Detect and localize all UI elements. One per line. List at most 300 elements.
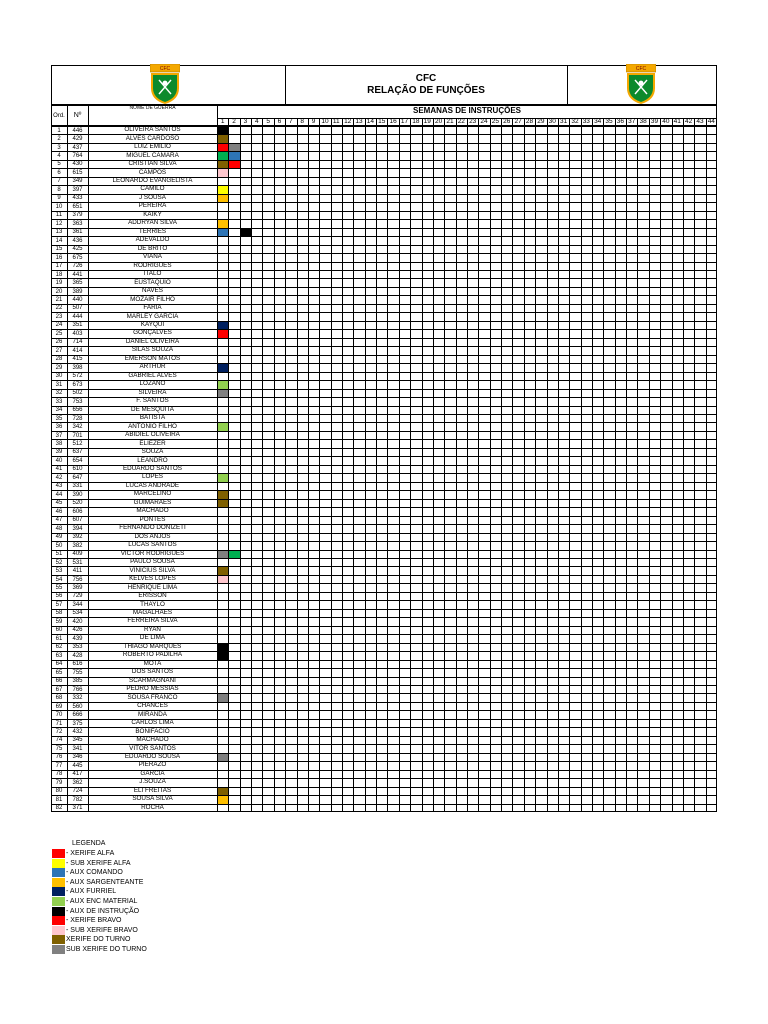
row-number: 409 (72, 551, 83, 558)
row-number: 397 (72, 186, 83, 193)
row-name: SOUZA (141, 448, 164, 456)
row-name: SILVEIRA (138, 388, 167, 396)
week-column-divider (683, 126, 684, 812)
legend-label: - AUX ENC MATERIAL (66, 898, 138, 905)
row-number: 439 (72, 635, 83, 642)
week-header-divider (353, 118, 354, 126)
week-header-divider (626, 118, 627, 126)
row-name: GUIMARAES (133, 498, 172, 506)
week-header-divider (297, 118, 298, 126)
row-name: CRISTIAN SILVA (128, 160, 177, 168)
row-number: 755 (72, 669, 83, 676)
row-ord: 34 (55, 407, 63, 414)
row-name: ADDRYAN SILVA (128, 219, 177, 227)
row-number: 560 (72, 703, 83, 710)
row-ord: 25 (55, 330, 63, 337)
week-header-divider (228, 118, 229, 126)
row-name: MIRANDA (137, 710, 168, 718)
row-name: OLIVEIRA SANTOS (124, 126, 181, 134)
row-name: ARTHUR (139, 363, 166, 371)
row-ord: 62 (55, 644, 63, 651)
week-number: 41 (673, 118, 681, 125)
row-number: 610 (72, 466, 83, 473)
week-column-divider (569, 126, 570, 812)
row-number: 606 (72, 508, 83, 515)
row-name: GONÇALVES (133, 329, 172, 337)
week-column-divider (672, 126, 673, 812)
row-number: 420 (72, 618, 83, 625)
week-column-divider (376, 126, 377, 812)
row-ord: 79 (55, 779, 63, 786)
row-name: KAIKY (143, 210, 162, 218)
row-number: 389 (72, 288, 83, 295)
function-mark (218, 186, 228, 193)
row-ord: 28 (55, 356, 63, 363)
col-header-num: Nº (73, 112, 82, 119)
week-number: 7 (289, 118, 293, 125)
week-column-divider (285, 126, 286, 812)
row-name: ELI FREITAS (133, 786, 172, 794)
row-number: 637 (72, 449, 83, 456)
row-number: 394 (72, 525, 83, 532)
row-number: 362 (72, 779, 83, 786)
title-line-2: RELAÇÃO DE FUNÇÕES (367, 85, 485, 96)
week-number: 11 (332, 118, 340, 125)
legend-swatch (52, 897, 65, 906)
week-header-divider (547, 118, 548, 126)
function-mark (218, 330, 228, 337)
row-ord: 55 (55, 584, 63, 591)
row-number: 502 (72, 390, 83, 397)
week-column-divider (706, 126, 707, 812)
week-number: 15 (378, 118, 386, 125)
week-number: 32 (571, 118, 579, 125)
row-name: PEREIRA (138, 202, 167, 210)
row-number: 398 (72, 364, 83, 371)
header-divider-left (285, 65, 286, 105)
row-number: 436 (72, 237, 83, 244)
week-number: 30 (548, 118, 556, 125)
row-ord: 17 (55, 263, 63, 270)
week-number: 33 (582, 118, 590, 125)
function-mark (218, 754, 228, 761)
row-name: NAVES (142, 287, 163, 295)
row-ord: 68 (55, 695, 63, 702)
function-mark (218, 652, 228, 659)
row-ord: 15 (55, 246, 63, 253)
row-ord: 70 (55, 712, 63, 719)
legend-swatch (52, 926, 65, 935)
legend-swatch (52, 868, 65, 877)
row-ord: 58 (55, 610, 63, 617)
week-number: 35 (605, 118, 613, 125)
week-number: 34 (594, 118, 602, 125)
week-number: 10 (321, 118, 329, 125)
legend-swatch (52, 916, 65, 925)
week-column-divider (512, 126, 513, 812)
row-ord: 5 (57, 161, 61, 168)
function-mark (218, 152, 228, 159)
week-column-divider (615, 126, 616, 812)
row-number: 365 (72, 280, 83, 287)
row-name: DE MESQUITA (131, 405, 174, 413)
row-name: ITALO (143, 270, 162, 278)
row-number: 363 (72, 220, 83, 227)
week-column-divider (558, 126, 559, 812)
right-emblem-icon (626, 64, 656, 104)
function-mark (218, 220, 228, 227)
week-header-divider (649, 118, 650, 126)
row-ord: 72 (55, 728, 63, 735)
row-number: 572 (72, 373, 83, 380)
row-number: 385 (72, 678, 83, 685)
week-header-divider (240, 118, 241, 126)
row-number: 332 (72, 695, 83, 702)
week-column-divider (399, 126, 400, 812)
week-column-divider (365, 126, 366, 812)
row-number: 417 (72, 771, 83, 778)
row-name: MACHADO (136, 507, 169, 515)
row-name: KAYQUI (140, 321, 165, 328)
row-ord: 19 (55, 280, 63, 287)
row-ord: 30 (55, 373, 63, 380)
row-ord: 63 (55, 652, 63, 659)
row-number: 673 (72, 381, 83, 388)
week-column-divider (262, 126, 263, 812)
week-header-divider (410, 118, 411, 126)
function-mark (218, 229, 228, 236)
row-name: LEANDRO (137, 456, 168, 464)
row-name: PIERAZO (138, 761, 167, 769)
row-name: J.SOUZA (139, 778, 166, 786)
week-column-divider (660, 126, 661, 812)
row-name: CAMILO (140, 185, 165, 193)
row-number: 346 (72, 754, 83, 761)
row-ord: 23 (55, 313, 63, 320)
row-name: EUSTAQUIO (134, 278, 171, 286)
row-ord: 56 (55, 593, 63, 600)
legend-swatch (52, 887, 65, 896)
row-number: 654 (72, 457, 83, 464)
week-number: 14 (366, 118, 375, 125)
week-column-divider (274, 126, 275, 812)
row-name: GABRIEL ALVES (128, 371, 177, 379)
row-ord: 11 (55, 212, 63, 219)
week-header-divider (274, 118, 275, 126)
row-ord: 9 (57, 195, 61, 202)
week-number: 43 (696, 118, 704, 125)
row-number: 766 (72, 686, 83, 693)
week-column-divider (433, 126, 434, 812)
row-ord: 40 (55, 457, 63, 464)
row-name: THIAGO MARQUES (123, 642, 182, 650)
row-name: LOPES (142, 473, 163, 481)
row-number: 345 (72, 737, 83, 744)
week-number: 9 (311, 118, 316, 125)
function-mark (218, 161, 228, 168)
function-mark (218, 322, 228, 329)
row-name: EDUARDO SOUSA (124, 752, 181, 760)
week-number: 22 (457, 118, 465, 125)
row-name: DE LIMA (139, 634, 166, 642)
row-number: 403 (72, 330, 83, 337)
row-name: LUCAS SANTOS (128, 541, 177, 549)
row-number: 341 (72, 745, 83, 752)
week-column-divider (490, 126, 491, 812)
function-mark (229, 144, 239, 151)
week-number: 37 (628, 118, 636, 125)
row-ord: 10 (55, 203, 63, 210)
week-column-divider (251, 126, 252, 812)
row-number: 701 (72, 432, 83, 439)
week-number: 31 (559, 118, 568, 125)
week-number: 36 (616, 118, 625, 125)
row-ord: 35 (55, 415, 63, 422)
row-ord: 29 (55, 364, 63, 371)
week-number: 38 (639, 118, 647, 125)
week-header-divider (524, 118, 525, 126)
week-header-divider (262, 118, 263, 126)
row-ord: 18 (55, 271, 63, 278)
week-number: 26 (503, 118, 511, 125)
week-column-divider (387, 126, 388, 812)
row-name: DOS SANTOS (131, 668, 174, 676)
row-ord: 12 (55, 220, 63, 227)
week-column-divider (501, 126, 502, 812)
row-ord: 2 (57, 136, 61, 143)
row-number: 615 (72, 169, 83, 176)
row-ord: 33 (55, 398, 63, 405)
row-ord: 47 (55, 517, 63, 524)
row-ord: 24 (55, 322, 63, 329)
row-ord: 38 (55, 440, 63, 447)
col-header-name: NOME DE GUERRA (129, 105, 176, 111)
week-column-divider (478, 126, 479, 812)
row-ord: 49 (55, 534, 63, 541)
week-column-divider (649, 126, 650, 812)
row-ord: 4 (57, 153, 61, 159)
week-column-divider (535, 126, 536, 812)
row-number: 520 (72, 500, 83, 507)
row-ord: 54 (55, 576, 63, 583)
row-ord: 80 (55, 788, 63, 795)
weeks-title: SEMANAS DE INSTRUÇÕES (412, 106, 521, 115)
row-name: ROCHA (141, 803, 164, 811)
week-header-divider (512, 118, 513, 126)
week-header-divider (569, 118, 570, 126)
week-header-divider (672, 118, 673, 126)
row-name: LOZANO (139, 380, 166, 388)
week-header-divider (331, 118, 332, 126)
row-name: MOZAIR FILHO (130, 295, 175, 303)
week-header-divider (592, 118, 593, 126)
week-header-divider (422, 118, 423, 126)
row-number: 371 (72, 805, 83, 812)
week-column-divider (297, 126, 298, 812)
row-ord: 61 (55, 635, 63, 642)
row-name: MARLEY GARCIA (126, 312, 179, 320)
row-number: 344 (72, 601, 83, 608)
legend-swatch (52, 859, 65, 868)
row-ord: 8 (57, 186, 61, 193)
week-header-divider (683, 118, 684, 126)
row-name: VINICIUS SILVA (129, 566, 176, 574)
row-ord: 13 (55, 229, 63, 236)
row-name: HENRIQUE LIMA (127, 583, 178, 591)
row-ord: 3 (57, 144, 61, 151)
row-ord: 14 (55, 237, 63, 244)
row-number: 441 (72, 271, 83, 278)
legend-label: - AUX SARGENTEANTE (66, 878, 144, 886)
week-number: 40 (662, 118, 670, 125)
row-ord: 57 (55, 601, 63, 608)
row-number: 675 (72, 254, 83, 261)
week-column-divider (456, 126, 457, 812)
row-name: MIGUEL CAMARA (126, 151, 179, 159)
row-number: 331 (72, 483, 83, 490)
left-emblem-icon (150, 64, 180, 104)
row-ord: 77 (55, 762, 63, 769)
col-header-ord: Ord. (53, 113, 65, 119)
week-header-divider (285, 118, 286, 126)
function-mark (218, 381, 228, 388)
week-number: 16 (389, 118, 397, 125)
legend-title: LEGENDA (72, 840, 106, 847)
week-header-divider (706, 118, 707, 126)
row-name: DOS ANJOS (134, 532, 171, 540)
row-name: DANIEL OLIVEIRA (125, 337, 180, 345)
week-column-divider (592, 126, 593, 812)
legend-label: - XERIFE ALFA (66, 850, 115, 857)
row-ord: 65 (55, 669, 63, 676)
legend-swatch (52, 945, 65, 954)
row-name: MOTA (143, 659, 162, 667)
function-mark (218, 694, 228, 701)
week-header-divider (615, 118, 616, 126)
row-ord: 74 (55, 737, 63, 744)
row-ord: 6 (57, 169, 61, 176)
row-name: VITOR SANTOS (129, 744, 176, 752)
row-number: 616 (72, 661, 83, 668)
week-number: 21 (446, 118, 454, 125)
week-column-divider (444, 126, 445, 812)
row-name: KELVES LOPES (129, 575, 176, 583)
row-ord: 78 (55, 771, 63, 778)
week-number: 29 (537, 118, 545, 125)
row-number: 353 (72, 644, 83, 651)
week-column-divider (228, 126, 229, 812)
week-number: 17 (400, 118, 409, 125)
row-name: GARCIA (140, 769, 165, 777)
week-number: 13 (355, 118, 363, 125)
week-header-divider (365, 118, 366, 126)
legend-label: - SUB XERIFE BRAVO (66, 926, 138, 934)
row-ord: 66 (55, 678, 63, 685)
week-column-divider (308, 126, 309, 812)
row-ord: 51 (55, 551, 63, 558)
row-number: 369 (72, 584, 83, 591)
week-number: 5 (266, 118, 270, 125)
row-ord: 32 (55, 390, 63, 397)
row-number: 444 (72, 313, 83, 320)
row-number: 382 (72, 542, 83, 549)
week-number: 19 (423, 118, 431, 125)
row-name: EMERSON MATOS (124, 354, 181, 362)
right-emblem-text: CFC (635, 66, 647, 72)
week-header-divider (637, 118, 638, 126)
row-name: FERNANDO DONIZETI (119, 524, 186, 532)
row-name: SOUSA FRANCO (127, 693, 178, 701)
week-column-divider (603, 126, 604, 812)
row-ord: 26 (55, 339, 63, 346)
row-name: ELIEZER (139, 439, 166, 447)
row-number: 507 (72, 305, 83, 312)
row-number: 390 (72, 491, 83, 498)
week-number: 27 (514, 118, 522, 125)
row-name: MAGALHAES (132, 608, 173, 616)
week-header-divider (581, 118, 582, 126)
row-number: 728 (72, 415, 83, 422)
legend-label: - XERIFE BRAVO (66, 917, 122, 925)
week-column-divider (342, 126, 343, 812)
row-name: FARIA (143, 304, 162, 312)
row-name: ABIDIEL OLIVEIRA (125, 431, 180, 439)
week-column-divider (331, 126, 332, 812)
row-name: CAMPOS (138, 168, 167, 176)
legend-swatch (52, 935, 65, 944)
row-name: ALVES CARDOSO (125, 134, 180, 142)
row-number: 512 (72, 440, 83, 447)
function-mark (218, 144, 228, 151)
week-number: 44 (707, 118, 715, 125)
week-number: 24 (480, 118, 488, 125)
row-name: ADEVALDO (135, 236, 170, 244)
row-name: CHANCES (137, 702, 168, 710)
week-column-divider (626, 126, 627, 812)
row-name: VIANA (143, 253, 162, 261)
row-number: 445 (72, 762, 83, 769)
row-number: 342 (72, 424, 83, 431)
row-name: EDUARDO SANTOS (122, 465, 182, 472)
row-number: 351 (72, 322, 83, 329)
week-header-divider (501, 118, 502, 126)
row-ord: 39 (55, 449, 63, 456)
row-number: 756 (72, 576, 83, 583)
row-number: 651 (72, 203, 83, 210)
function-mark (229, 551, 239, 558)
week-header-divider (308, 118, 309, 126)
row-number: 753 (72, 398, 83, 405)
function-mark (218, 390, 228, 397)
week-header-divider (456, 118, 457, 126)
row-ord: 22 (55, 305, 63, 312)
row-number: 414 (72, 347, 83, 354)
row-number: 531 (72, 559, 83, 566)
week-column-divider (547, 126, 548, 812)
function-mark (218, 135, 228, 142)
function-mark (218, 491, 228, 498)
row-number: 426 (72, 627, 83, 634)
week-header-divider (535, 118, 536, 126)
row-ord: 42 (55, 474, 63, 481)
row-name: SOUSA SILVA (132, 795, 173, 803)
row-name: VICTOR RODRIGUES (120, 549, 185, 557)
row-name: MARCELINO (133, 490, 172, 498)
legend-label: - AUX COMANDO (66, 869, 123, 877)
row-name: CARLOS LIMA (131, 719, 174, 727)
week-header-divider (251, 118, 252, 126)
week-header-divider (603, 118, 604, 126)
